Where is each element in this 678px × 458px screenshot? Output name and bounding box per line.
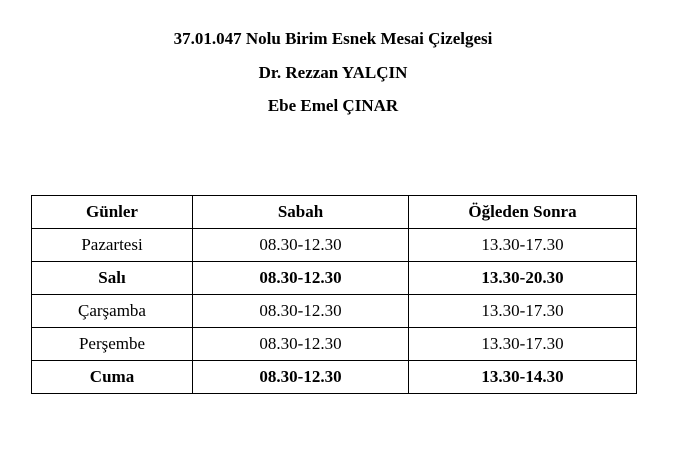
table-row <box>32 229 637 262</box>
schedule-table <box>31 195 637 394</box>
cell-morning: 08.30-12.30 <box>193 361 409 394</box>
cell-day: Pazartesi <box>32 229 193 262</box>
table-row <box>32 295 637 328</box>
doctor-name: Dr. Rezzan YALÇIN <box>258 63 408 82</box>
table-header-row <box>32 196 637 229</box>
header-morning: Sabah <box>193 196 409 229</box>
cell-morning: 08.30-12.30 <box>193 328 409 361</box>
header-days: Günler <box>32 196 193 229</box>
table-row <box>32 328 637 361</box>
table-row <box>32 262 637 295</box>
table-row <box>32 361 637 394</box>
cell-day: Cuma <box>32 361 193 394</box>
document-title: 37.01.047 Nolu Birim Esnek Mesai Çizelgesi <box>173 29 493 48</box>
cell-afternoon: 13.30-17.30 <box>409 229 637 262</box>
cell-day: Perşembe <box>32 328 193 361</box>
cell-morning: 08.30-12.30 <box>193 262 409 295</box>
cell-day: Çarşamba <box>32 295 193 328</box>
cell-afternoon: 13.30-17.30 <box>409 328 637 361</box>
cell-afternoon: 13.30-14.30 <box>409 361 637 394</box>
cell-day: Salı <box>32 262 193 295</box>
cell-morning: 08.30-12.30 <box>193 229 409 262</box>
cell-afternoon: 13.30-17.30 <box>409 295 637 328</box>
midwife-name: Ebe Emel ÇINAR <box>267 96 399 115</box>
cell-morning: 08.30-12.30 <box>193 295 409 328</box>
header-afternoon: Öğleden Sonra <box>409 196 637 229</box>
cell-afternoon: 13.30-20.30 <box>409 262 637 295</box>
